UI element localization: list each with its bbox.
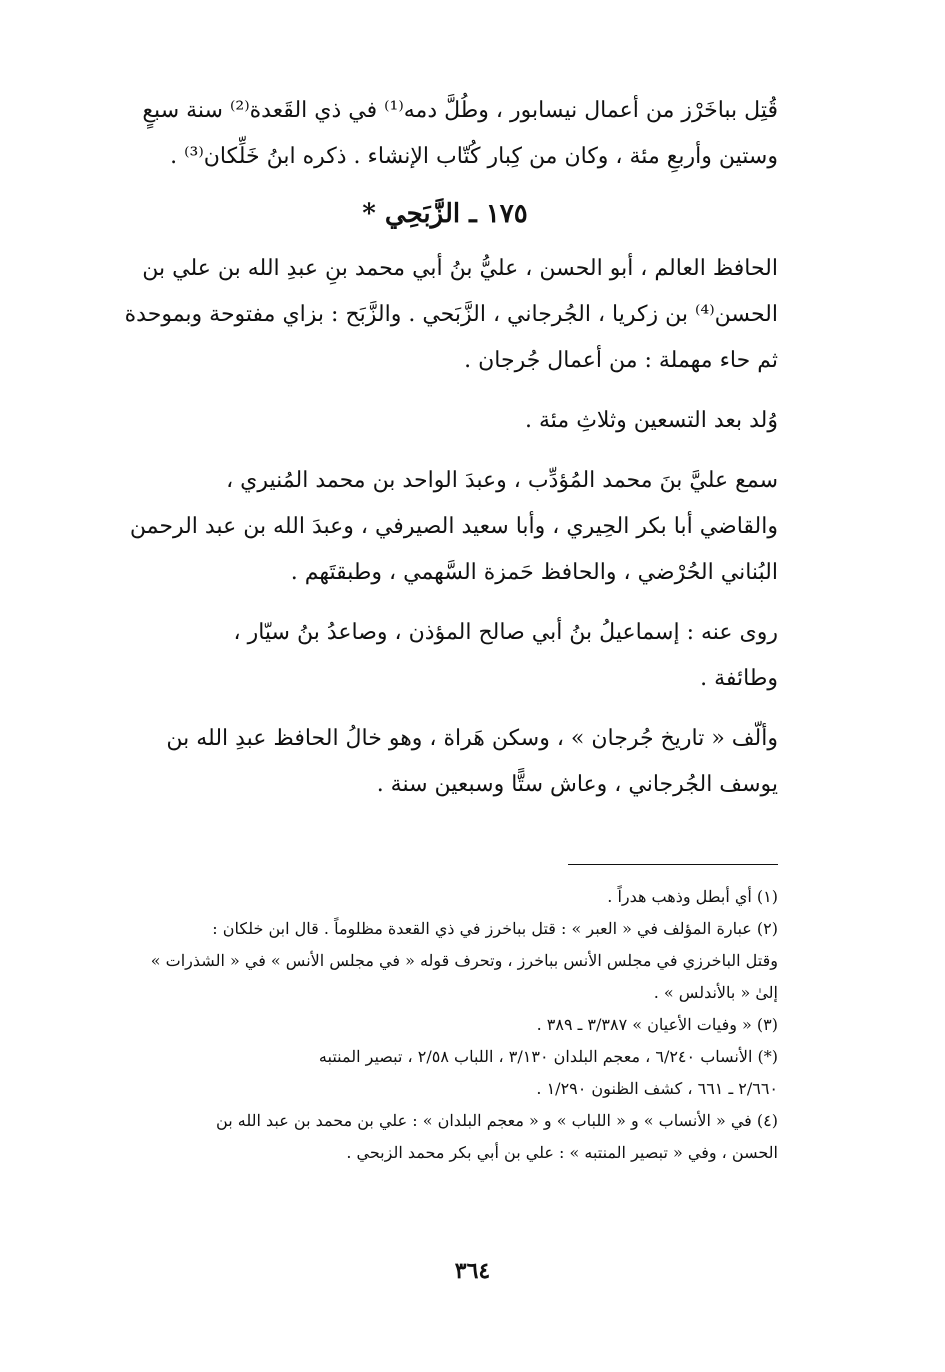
text-line: وطائفة . (700, 666, 778, 691)
text-line: وُلد بعد التسعين وثلاثِ مئة . (525, 408, 778, 433)
text-line: يوسف الجُرجاني ، وعاش ستًّا وسبعين سنة . (376, 772, 778, 797)
footnotes (112, 881, 778, 1169)
footnote: (٢) عبارة المؤلف في « العبر » : قتل بباخرز في ذي القعدة مظلوماً . قال ابن خلكان : (212, 919, 778, 938)
text-line: والقاضي أبا بكر الحِيري ، وأبا سعيد الصيرفي ، وعبدَ الله بن عبد الرحمن (129, 514, 778, 539)
text-line: وألّف « تاريخ جُرجان » ، وسكن هَراة ، وهو خالُ الحافظ عبدِ الله بن (166, 726, 778, 751)
footnote: (١) أي أبطل وذهب هدراً . (607, 887, 778, 906)
text-line: الحافظ العالم ، أبو الحسن ، عليُّ بنُ أبي محمد بنِ عبدِ الله بن علي بن (142, 256, 778, 281)
page-body (112, 88, 778, 1358)
footnote: ٢/٦٦٠ ـ ٦٦١ ، كشف الظنون ١/٢٩٠ . (536, 1079, 778, 1098)
footnote: وقتل الباخرزي في مجلس الأنس بباخرز ، وتحرف قوله « في مجلس الأنس » في « الشذرات » (150, 951, 778, 970)
footnote: (٤) في « الأنساب » و « اللباب » و « معجم البلدان » : علي بن محمد بن عبد الله بن (216, 1111, 778, 1130)
text-line: قُتِل بباخَرْز من أعمال نيسابور ، وطُلَّ دمه⁽¹⁾ في ذي القَعدة⁽²⁾ سنة سبعٍ (142, 98, 778, 123)
text-line: وستين وأربعِ مئة ، وكان من كِبار كُتّاب الإنشاء . ذكره ابنُ خَلِّكان⁽³⁾ . (170, 144, 778, 169)
text-line: البُناني الحُرْضي ، والحافظ حَمزة السَّهمي ، وطبقتَهم . (290, 560, 778, 585)
text-line: سمع عليَّ بنَ محمد المُؤدِّب ، وعبدَ الواحد بن محمد المُنيري ، (226, 468, 778, 493)
footnote: (*) الأنساب ٦/٢٤٠ ، معجم البلدان ٣/١٣٠ ، اللباب ٢/٥٨ ، تبصير المنتبه (318, 1047, 778, 1066)
footnote-divider-wrap (112, 834, 778, 865)
footnote: (٣) « وفيات الأعيان » ٣/٣٨٧ ـ ٣٨٩ . (536, 1015, 778, 1034)
entry-heading: ١٧٥ ـ الزَّبَحِي * (362, 199, 528, 229)
footnote: إلىٰ « بالأندلس » . (653, 983, 778, 1002)
text-line: ثم حاء مهملة : من أعمال جُرجان . (464, 348, 778, 373)
page-number: ٣٦٤ (454, 1258, 491, 1284)
footnote-divider (568, 864, 778, 865)
footnote: الحسن ، وفي « تبصير المنتبه » : علي بن أبي بكر محمد الزبحي . (346, 1143, 778, 1162)
text-line: روى عنه : إسماعيلُ بنُ أبي صالح المؤذن ، وصاعدُ بنُ سيّار ، (233, 620, 778, 645)
text-line: الحسن⁽⁴⁾ بن زكريا ، الجُرجاني ، الزَّبَحي . والزَّبَح : بزاي مفتوحة وبموحدة (124, 302, 778, 327)
